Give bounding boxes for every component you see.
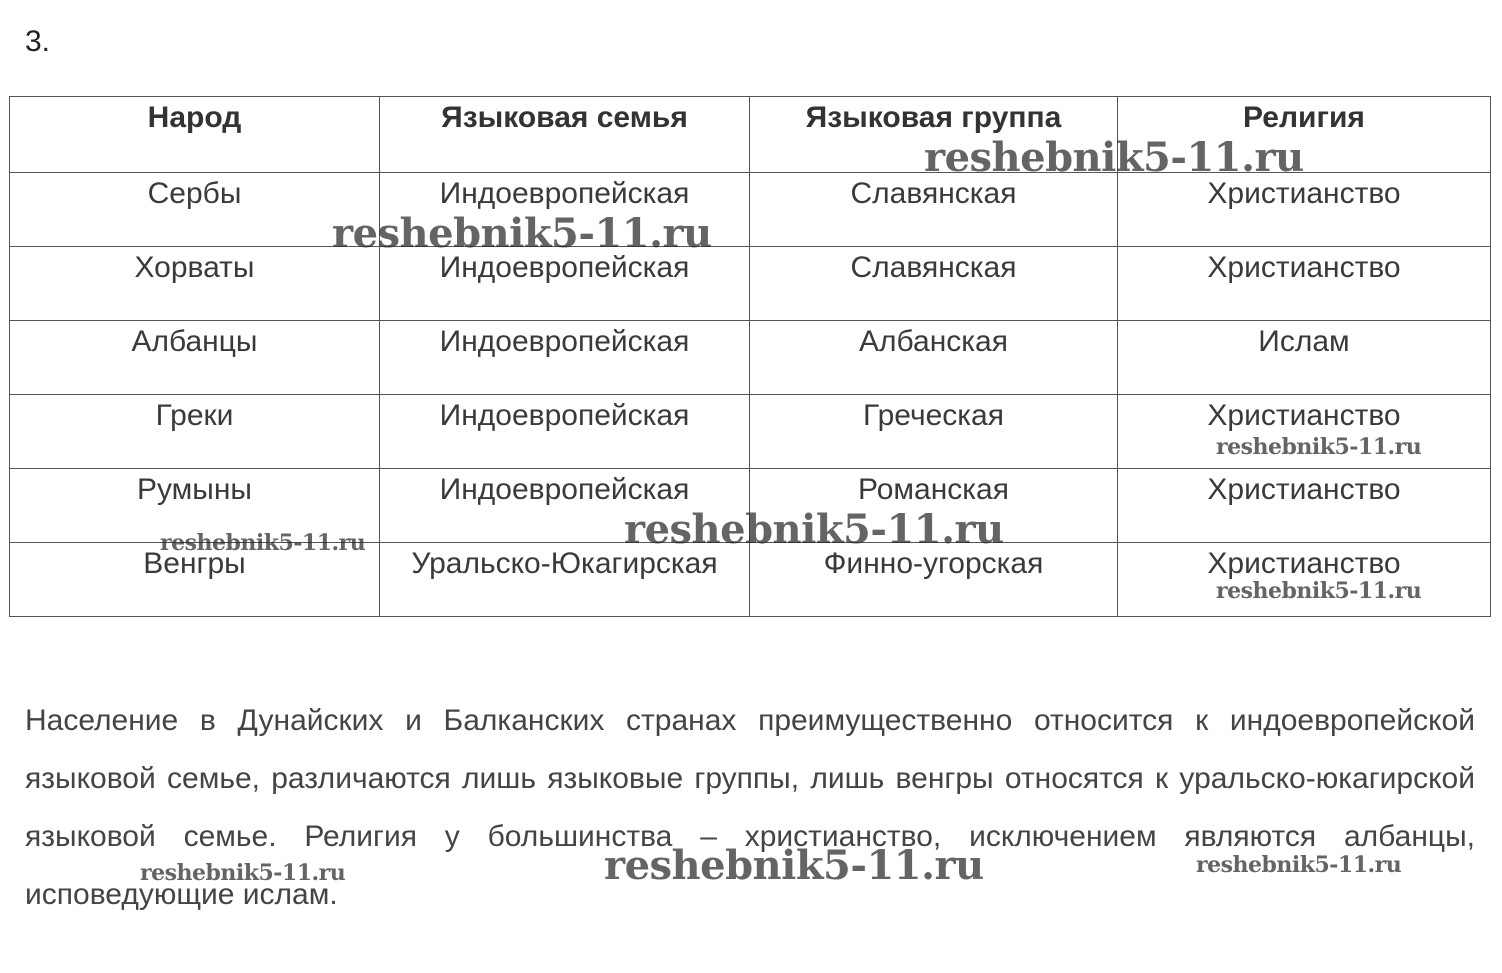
header-religion: Религия [1118, 97, 1491, 173]
cell-language-family: Индоевропейская [380, 321, 750, 395]
header-language-group: Языковая группа [750, 97, 1118, 173]
table-row [10, 321, 1491, 395]
cell-religion: Христианство [1118, 395, 1491, 469]
summary-paragraph: Население в Дунайских и Балканских странах преимущественно относится к индоевропейской языковой семье, различаются лишь языковые группы, лишь венгры относятся к уральско-юкагирской языковой семье. Религия у большинства – христианство, исключением являются албанцы, исповедующие ислам. [25, 704, 1475, 911]
cell-language-family: Уральско-Юкагирская [380, 543, 750, 617]
table-header-row [10, 97, 1491, 173]
header-language-family: Языковая семья [380, 97, 750, 173]
cell-people: Венгры [10, 543, 380, 617]
cell-language-group: Славянская [750, 173, 1118, 247]
cell-people: Румыны [10, 469, 380, 543]
table-row [10, 395, 1491, 469]
watermark: reshebnik5-11.ru [160, 530, 366, 556]
cell-language-family: Индоевропейская [380, 173, 750, 247]
task-number: 3. [25, 25, 51, 58]
watermark: reshebnik5-11.ru [1216, 578, 1422, 604]
cell-language-family: Индоевропейская [380, 469, 750, 543]
table-row [10, 247, 1491, 321]
peoples-table [9, 96, 1491, 617]
watermark: reshebnik5-11.ru [332, 210, 712, 257]
watermark: reshebnik5-11.ru [1196, 852, 1402, 878]
cell-people: Хорваты [10, 247, 380, 321]
cell-language-group: Романская [750, 469, 1118, 543]
cell-religion: Христианство [1118, 173, 1491, 247]
table-row [10, 173, 1491, 247]
cell-religion: Христианство [1118, 247, 1491, 321]
watermark: reshebnik5-11.ru [624, 506, 1004, 553]
cell-people: Албанцы [10, 321, 380, 395]
cell-language-family: Индоевропейская [380, 247, 750, 321]
header-people: Народ [10, 97, 380, 173]
watermark: reshebnik5-11.ru [924, 134, 1304, 181]
table-row [10, 543, 1491, 617]
cell-language-family: Индоевропейская [380, 395, 750, 469]
cell-people: Сербы [10, 173, 380, 247]
cell-language-group: Албанская [750, 321, 1118, 395]
cell-language-group: Греческая [750, 395, 1118, 469]
watermark: reshebnik5-11.ru [1216, 434, 1422, 460]
table-row [10, 469, 1491, 543]
cell-language-group: Славянская [750, 247, 1118, 321]
cell-religion: Ислам [1118, 321, 1491, 395]
watermark: reshebnik5-11.ru [604, 842, 984, 889]
cell-language-group: Финно-угорская [750, 543, 1118, 617]
cell-religion: Христианство [1118, 469, 1491, 543]
watermark: reshebnik5-11.ru [140, 860, 346, 886]
cell-religion: Христианство [1118, 543, 1491, 617]
cell-people: Греки [10, 395, 380, 469]
